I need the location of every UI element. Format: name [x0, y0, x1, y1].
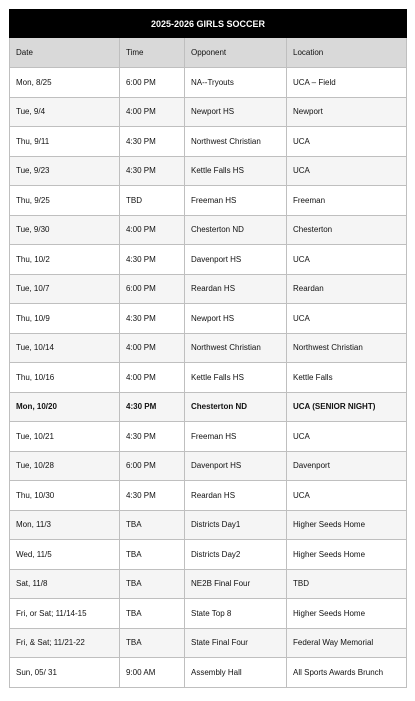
cell-date: Thu, 9/11 — [10, 127, 120, 157]
cell-opponent: Freeman HS — [185, 186, 287, 216]
cell-opponent: NE2B Final Four — [185, 569, 287, 599]
cell-location: UCA — [287, 304, 407, 334]
cell-time: 4:30 PM — [120, 392, 185, 422]
cell-opponent: Freeman HS — [185, 422, 287, 452]
cell-date: Tue, 10/21 — [10, 422, 120, 452]
cell-opponent: Davenport HS — [185, 451, 287, 481]
cell-date: Wed, 11/5 — [10, 540, 120, 570]
cell-time: 4:00 PM — [120, 333, 185, 363]
cell-date: Fri, & Sat; 11/21-22 — [10, 628, 120, 658]
cell-date: Tue, 10/28 — [10, 451, 120, 481]
cell-opponent: NA--Tryouts — [185, 68, 287, 98]
table-row — [10, 392, 407, 422]
cell-date: Sun, 05/ 31 — [10, 658, 120, 688]
table-row — [10, 245, 407, 275]
cell-location: Higher Seeds Home — [287, 540, 407, 570]
table-row — [10, 274, 407, 304]
cell-date: Thu, 10/9 — [10, 304, 120, 334]
cell-location: UCA — [287, 156, 407, 186]
cell-location: UCA – Field — [287, 68, 407, 98]
cell-opponent: Chesterton ND — [185, 215, 287, 245]
cell-opponent: Northwest Christian — [185, 333, 287, 363]
cell-location: Reardan — [287, 274, 407, 304]
cell-time: 4:30 PM — [120, 127, 185, 157]
cell-opponent: Districts Day1 — [185, 510, 287, 540]
cell-time: 4:30 PM — [120, 245, 185, 275]
table-title: 2025-2026 GIRLS SOCCER — [10, 10, 407, 38]
cell-time: 4:00 PM — [120, 215, 185, 245]
cell-date: Mon, 10/20 — [10, 392, 120, 422]
cell-time: 4:30 PM — [120, 156, 185, 186]
cell-location: Northwest Christian — [287, 333, 407, 363]
table-row — [10, 510, 407, 540]
cell-location: Kettle Falls — [287, 363, 407, 393]
table-row — [10, 363, 407, 393]
cell-date: Thu, 9/25 — [10, 186, 120, 216]
cell-time: 4:00 PM — [120, 97, 185, 127]
cell-time: 6:00 PM — [120, 451, 185, 481]
cell-date: Tue, 9/30 — [10, 215, 120, 245]
cell-location: UCA — [287, 245, 407, 275]
cell-date: Tue, 9/23 — [10, 156, 120, 186]
cell-time: TBA — [120, 599, 185, 629]
table-row — [10, 628, 407, 658]
cell-location: Higher Seeds Home — [287, 510, 407, 540]
cell-date: Tue, 10/7 — [10, 274, 120, 304]
cell-time: TBD — [120, 186, 185, 216]
table-row — [10, 186, 407, 216]
cell-opponent: Newport HS — [185, 304, 287, 334]
schedule-body — [10, 38, 407, 688]
cell-date: Thu, 10/30 — [10, 481, 120, 511]
cell-location: TBD — [287, 569, 407, 599]
table-row — [10, 68, 407, 98]
table-row — [10, 333, 407, 363]
table-row — [10, 481, 407, 511]
cell-time: 4:30 PM — [120, 304, 185, 334]
cell-opponent: Reardan HS — [185, 481, 287, 511]
cell-date: Thu, 10/2 — [10, 245, 120, 275]
cell-opponent: Northwest Christian — [185, 127, 287, 157]
cell-time: 4:30 PM — [120, 481, 185, 511]
cell-location: Freeman — [287, 186, 407, 216]
cell-location: Higher Seeds Home — [287, 599, 407, 629]
cell-opponent: Newport HS — [185, 97, 287, 127]
cell-location: Newport — [287, 97, 407, 127]
cell-time: TBA — [120, 628, 185, 658]
table-row — [10, 156, 407, 186]
header-date: Date — [10, 38, 120, 68]
cell-location: All Sports Awards Brunch — [287, 658, 407, 688]
table-row — [10, 569, 407, 599]
cell-time: 4:00 PM — [120, 363, 185, 393]
table-row — [10, 540, 407, 570]
cell-opponent: Reardan HS — [185, 274, 287, 304]
cell-opponent: Assembly Hall — [185, 658, 287, 688]
cell-time: 4:30 PM — [120, 422, 185, 452]
header-row — [10, 38, 407, 68]
table-row — [10, 658, 407, 688]
cell-time: 6:00 PM — [120, 68, 185, 98]
cell-location: Chesterton — [287, 215, 407, 245]
cell-date: Thu, 10/16 — [10, 363, 120, 393]
table-row — [10, 215, 407, 245]
table-row — [10, 127, 407, 157]
table-row — [10, 422, 407, 452]
cell-opponent: State Top 8 — [185, 599, 287, 629]
cell-date: Mon, 11/3 — [10, 510, 120, 540]
cell-location: Davenport — [287, 451, 407, 481]
cell-location: UCA — [287, 127, 407, 157]
header-opponent: Opponent — [185, 38, 287, 68]
cell-opponent: Chesterton ND — [185, 392, 287, 422]
table-row — [10, 304, 407, 334]
cell-opponent: State Final Four — [185, 628, 287, 658]
cell-time: TBA — [120, 569, 185, 599]
cell-date: Fri, or Sat; 11/14-15 — [10, 599, 120, 629]
cell-time: TBA — [120, 510, 185, 540]
cell-date: Mon, 8/25 — [10, 68, 120, 98]
cell-location: UCA — [287, 481, 407, 511]
cell-time: TBA — [120, 540, 185, 570]
cell-opponent: Kettle Falls HS — [185, 156, 287, 186]
cell-opponent: Davenport HS — [185, 245, 287, 275]
cell-time: 6:00 PM — [120, 274, 185, 304]
cell-date: Tue, 9/4 — [10, 97, 120, 127]
schedule-container — [9, 9, 406, 688]
cell-opponent: Districts Day2 — [185, 540, 287, 570]
cell-date: Tue, 10/14 — [10, 333, 120, 363]
header-location: Location — [287, 38, 407, 68]
cell-location: UCA — [287, 422, 407, 452]
schedule-table — [9, 9, 407, 688]
cell-location: Federal Way Memorial — [287, 628, 407, 658]
table-row — [10, 97, 407, 127]
table-row — [10, 599, 407, 629]
cell-location: UCA (SENIOR NIGHT) — [287, 392, 407, 422]
cell-time: 9:00 AM — [120, 658, 185, 688]
table-row — [10, 451, 407, 481]
cell-date: Sat, 11/8 — [10, 569, 120, 599]
header-time: Time — [120, 38, 185, 68]
cell-opponent: Kettle Falls HS — [185, 363, 287, 393]
